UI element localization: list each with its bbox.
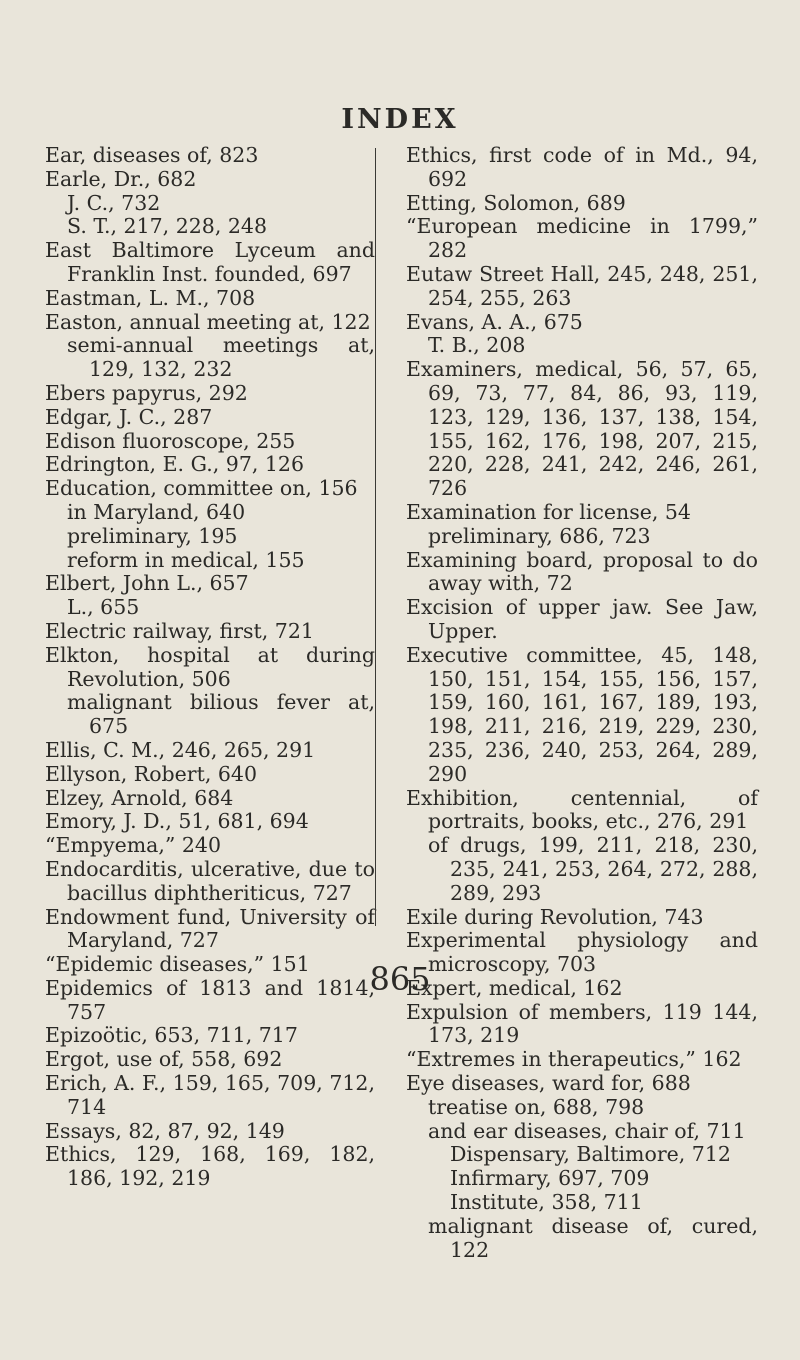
index-entry: treatise on, 688, 798 — [428, 1094, 645, 1119]
index-entry: S. T., 217, 228, 248 — [67, 214, 268, 239]
index-entry: Endocarditis, ulcerative, due to bacillus diphtheriticus, 727 — [45, 856, 375, 905]
index-entry: Examination for license, 54 — [406, 499, 691, 524]
index-entry: J. C., 732 — [67, 190, 161, 215]
index-entry: Easton, annual meeting at, 122 — [45, 309, 371, 334]
index-entry: Evans, A. A., 675 — [406, 309, 583, 334]
index-entry: Electric railway, first, 721 — [45, 618, 314, 643]
index-entry: “Epidemic diseases,” 151 — [45, 952, 310, 977]
index-entry: Expulsion of members, 119 144, 173, 219 — [406, 999, 758, 1048]
index-entry: Ethics, 129, 168, 169, 182, 186, 192, 219 — [45, 1142, 375, 1191]
index-entry: Eutaw Street Hall, 245, 248, 251, 254, 255, 263 — [406, 261, 758, 310]
index-entry: semi-annual meetings at, 129, 132, 232 — [67, 333, 375, 382]
index-entry: preliminary, 686, 723 — [428, 523, 651, 548]
index-entry: East Baltimore Lyceum and Franklin Inst. founded, 697 — [45, 238, 375, 286]
page-number: 865 — [369, 960, 431, 998]
index-entry: malignant bilious fever at, 675 — [67, 690, 375, 739]
index-entry: Institute, 358, 711 — [450, 1190, 643, 1215]
index-column-right — [406, 144, 758, 1262]
index-entry: L., 655 — [67, 595, 140, 620]
index-entry: Exhibition, centennial, of portraits, books, etc., 276, 291 — [406, 785, 758, 834]
index-entry: Epizoötic, 653, 711, 717 — [45, 1023, 298, 1048]
index-entry: Education, committee on, 156 — [45, 476, 358, 501]
index-entry: of drugs, 199, 211, 218, 230, 235, 241, 253, 264, 272, 288, 289, 293 — [428, 833, 758, 905]
index-entry: Emory, J. D., 51, 681, 694 — [45, 809, 309, 834]
index-entry: Epidemics of 1813 and 1814, 757 — [45, 975, 375, 1024]
index-entry: Elbert, John L., 657 — [45, 571, 249, 596]
index-heading: INDEX — [341, 104, 459, 135]
index-entry: Erich, A. F., 159, 165, 709, 712, 714 — [45, 1071, 375, 1119]
index-entry: Ear, diseases of, 823 — [45, 143, 259, 167]
index-entry: and ear diseases, chair of, 711 — [428, 1118, 746, 1143]
index-entry: Ebers papyrus, 292 — [45, 380, 248, 405]
index-entry: Eye diseases, ward for, 688 — [406, 1071, 691, 1096]
index-entry: Ergot, use of, 558, 692 — [45, 1047, 283, 1072]
index-entry: Ellis, C. M., 246, 265, 291 — [45, 737, 316, 762]
index-entry: “Extremes in therapeutics,” 162 — [406, 1047, 742, 1072]
index-entry: T. B., 208 — [428, 333, 526, 358]
index-entry: Infirmary, 697, 709 — [450, 1166, 650, 1191]
column-divider — [375, 148, 376, 926]
index-entry: reform in medical, 155 — [67, 547, 305, 572]
index-entry: Experimental physiology and microscopy, 703 — [406, 928, 758, 977]
index-entry: Executive committee, 45, 148, 150, 151, 154, 155, 156, 157, 159, 160, 161, 167, 189, 193, 198, 211, 216, 219, 229, 230, 235, 236, 240, 253, 264, 289, 290 — [406, 642, 758, 786]
index-entry: “Empyema,” 240 — [45, 833, 222, 858]
index-entry: Edrington, E. G., 97, 126 — [45, 452, 305, 477]
index-entry: Ethics, first code of in Md., 94, 692 — [406, 143, 758, 191]
index-entry: Ellyson, Robert, 640 — [45, 761, 257, 786]
index-entry: Endowment fund, University of Maryland, 727 — [45, 904, 375, 953]
index-entry: Dispensary, Baltimore, 712 — [450, 1142, 731, 1167]
index-entry: Earle, Dr., 682 — [45, 166, 197, 191]
index-column-left — [45, 144, 375, 1191]
index-entry: preliminary, 195 — [67, 523, 238, 548]
index-entry: Excision of upper jaw. See Jaw, Upper. — [406, 595, 758, 643]
index-entry: malignant disease of, cured, 122 — [428, 1213, 758, 1262]
index-entry: Elzey, Arnold, 684 — [45, 785, 234, 810]
index-entry: Edgar, J. C., 287 — [45, 404, 213, 429]
index-entry: in Maryland, 640 — [67, 499, 246, 524]
index-entry: Expert, medical, 162 — [406, 975, 623, 1000]
index-entry: Edison fluoroscope, 255 — [45, 428, 296, 453]
index-entry: Examiners, medical, 56, 57, 65, 69, 73, 77, 84, 86, 93, 119, 123, 129, 136, 137, 138, 154, 155, 162, 176, 198, 207, 215, 220, 228, 241, 242, 246, 261, 726 — [406, 357, 758, 501]
index-entry: Exile during Revolution, 743 — [406, 904, 704, 929]
index-entry: Essays, 82, 87, 92, 149 — [45, 1118, 285, 1143]
index-entry: “European medicine in 1799,” 282 — [406, 214, 758, 263]
index-entry: Elkton, hospital at during Revolution, 506 — [45, 642, 375, 691]
index-entry: Eastman, L. M., 708 — [45, 285, 256, 310]
index-entry: Examining board, proposal to do away with, 72 — [406, 547, 758, 596]
index-entry: Etting, Solomon, 689 — [406, 190, 626, 215]
